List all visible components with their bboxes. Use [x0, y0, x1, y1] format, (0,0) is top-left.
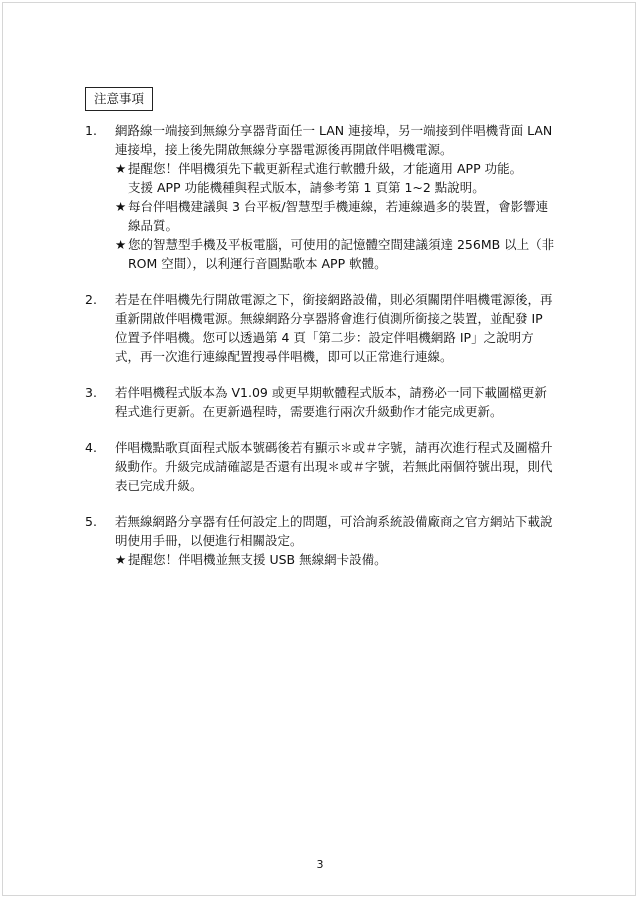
note-body [115, 438, 555, 495]
note-item-4 [85, 438, 555, 495]
reminder-continuation: 支援 APP 功能機種與程式版本，請參考第 1 頁第 1~2 點說明。 [128, 180, 485, 195]
reminder-text: 您的智慧型手機及平板電腦，可使用的記憶體空間建議須達 256MB 以上（非ROM 空間），以利運行音圓點歌本 APP 軟體。 [128, 237, 555, 271]
notes-heading: 注意事項 [85, 87, 153, 111]
note-number: 3. [85, 385, 97, 400]
star-icon: ★ [115, 552, 127, 567]
reminder-text: 提醒您！伴唱機並無支援 USB 無線網卡設備。 [128, 552, 387, 567]
note-number: 1. [85, 123, 97, 138]
star-icon: ★ [115, 199, 127, 214]
notes-list [85, 121, 555, 586]
note-number: 4. [85, 440, 97, 455]
note-item-2 [85, 290, 555, 366]
reminder [115, 550, 555, 569]
note-body [115, 121, 555, 273]
note-paragraph: 伴唱機點歌頁面程式版本號碼後若有顯示＊或＃字號，請再次進行程式及圖檔升級動作。升級完成請確認是否還有出現＊或＃字號，若無此兩個符號出現，則代表已完成升級。 [115, 440, 553, 493]
note-item-5 [85, 512, 555, 569]
note-item-3 [85, 383, 555, 421]
note-body [115, 290, 555, 366]
note-number: 5. [85, 514, 97, 529]
reminder [115, 235, 555, 273]
page-number: 3 [316, 858, 324, 871]
reminder [115, 197, 555, 235]
note-paragraph: 若是在伴唱機先行開啟電源之下，銜接網路設備，則必須關閉伴唱機電源後，再重新開啟伴唱機電源。無線網路分享器將會進行偵測所銜接之裝置，並配發 IP 位置予伴唱機。您可以透過第 4 頁「第二步：設定伴唱機網路 IP」之說明方式，再一次進行連線配置搜尋伴唱機，即可以正常進行連線。 [115, 292, 553, 364]
note-paragraph: 網路線一端接到無線分享器背面任一 LAN 連接埠，另一端接到伴唱機背面 LAN 連接埠，接上後先開啟無線分享器電源後再開啟伴唱機電源。 [115, 123, 553, 157]
reminder-text: 每台伴唱機建議與 3 台平板/智慧型手機連線，若連線過多的裝置，會影響連線品質。 [128, 199, 549, 233]
reminder [115, 159, 555, 178]
note-item-1 [85, 121, 555, 273]
note-paragraph: 若無線網路分享器有任何設定上的問題，可洽詢系統設備廠商之官方網站下載說明使用手冊，以便進行相關設定。 [115, 514, 553, 548]
note-body [115, 383, 555, 421]
reminder-text: 提醒您！伴唱機須先下載更新程式進行軟體升級，才能適用 APP 功能。 [128, 161, 523, 176]
note-paragraph: 若伴唱機程式版本為 V1.09 或更早期軟體程式版本，請務必一同下載圖檔更新程式進行更新。在更新過程時，需要進行兩次升級動作才能完成更新。 [115, 385, 547, 419]
star-icon: ★ [115, 161, 127, 176]
note-body [115, 512, 555, 569]
note-number: 2. [85, 292, 97, 307]
star-icon: ★ [115, 237, 127, 252]
